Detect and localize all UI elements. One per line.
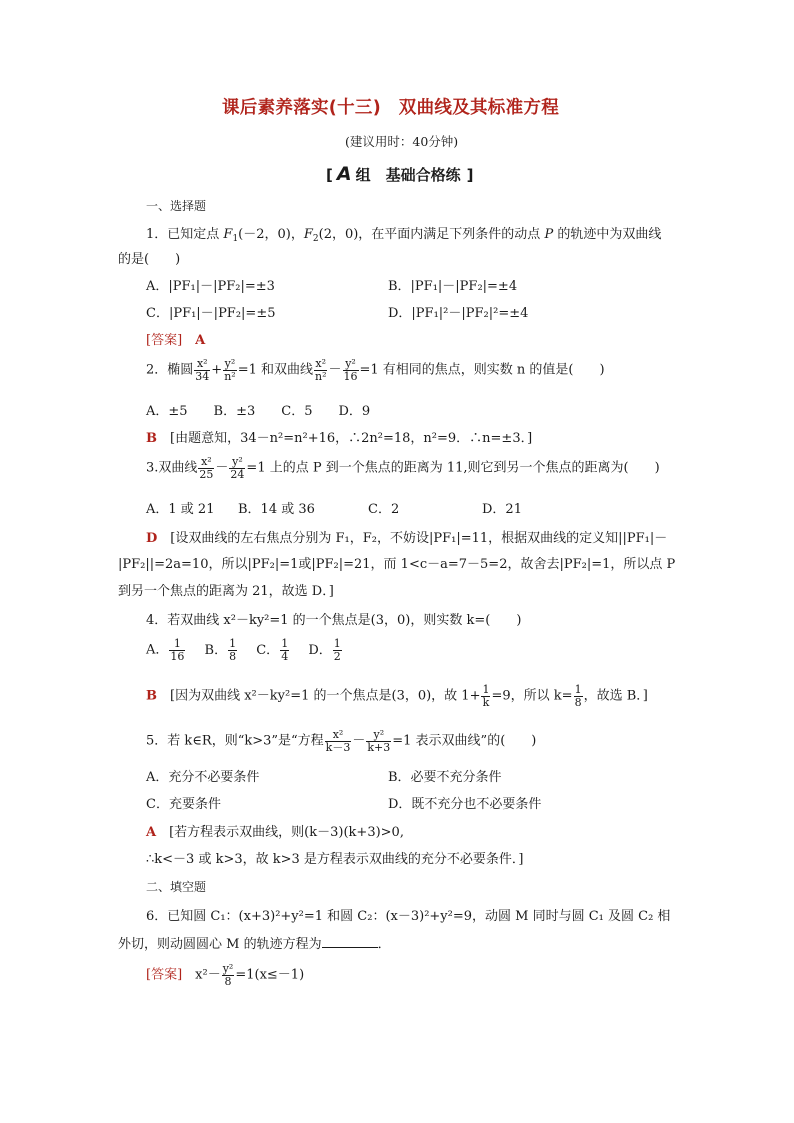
q4-option-a-frac: $\frac{1}{16}$ — [170, 637, 185, 663]
q3-option-a: A．1 或 21 — [146, 502, 215, 517]
q3-answer-line2: |PF₂||=2a=10，所以|PF₂|=1或|PF₂|=21，而 1<c－a=7－5=2，故舍去|PF₂|=1，所以点 P — [118, 557, 676, 572]
q5-option-b: B．必要不充分条件 — [388, 770, 502, 785]
q2-frac-3: $\frac{\text{x²}}{\text{n²}}$ — [314, 357, 327, 383]
q3-answer-line1: D [设双曲线的左右焦点分别为 F₁，F₂，不妨设|PF₁|=11，根据双曲线的定义知||PF₁|－ — [146, 531, 668, 546]
group-label: 组 基础合格练 — [355, 166, 461, 184]
group-letter: A — [336, 163, 352, 185]
q4-options: A． $\frac{1}{16}$ B． $\frac{1}{8}$ C． $\frac{1}{4}$ D． $\frac{1}{2}$ — [146, 637, 341, 663]
q2-frac-2: $\frac{\text{y²}}{\text{n²}}$ — [224, 357, 236, 383]
q6-stem-line1: 6．已知圆 C₁：(x+3)²+y²=1 和圆 C₂：(x－3)²+y²=9，动圆 M 同时与圆 C₁ 及圆 C₂ 相 — [146, 909, 671, 924]
q5-frac-2: $\frac{\text{y²}}{k+3}$ — [367, 728, 391, 754]
section-heading-fill: 二、填空题 — [146, 880, 207, 894]
q2-frac-4: $\frac{\text{y²}}{16}$ — [343, 357, 358, 383]
q1-option-d: D．|PF₁|²－|PF₂|²=±4 — [388, 306, 529, 321]
q2-stem: 2．椭圆 $\frac{\text{x²}}{34}$ + $\frac{\text{y²}}{\text{n²}}$ =1 和双曲线 $\frac{\text{x²}}{\text{n²}}$ － $\frac{\text{y²}}{16}$ =1 有相同的焦点，则实数 n 的值是( ) — [146, 357, 605, 383]
q3-option-c: C．2 — [368, 502, 400, 517]
q5-option-c: C．充要条件 — [146, 797, 221, 812]
q2-options: A．±5 B．±3 C．5 D．9 — [146, 404, 371, 419]
q6-answer-blank — [322, 937, 378, 948]
q5-option-a: A．充分不必要条件 — [146, 770, 260, 785]
page-title: 课后素养落实(十三) 双曲线及其标准方程 — [222, 98, 559, 118]
q1-option-c: C．|PF₁|－|PF₂|=±5 — [146, 306, 276, 321]
q5-frac-1: $\frac{\text{x²}}{k-3}$ — [325, 728, 351, 754]
q5-answer-line1: A [若方程表示双曲线，则(k－3)(k+3)>0, — [146, 825, 404, 840]
q3-answer-line3: 到另一个焦点的距离为 21，故选 D．] — [118, 584, 334, 599]
q1-stem-line2: 的是( ) — [118, 252, 181, 267]
q3-frac-2: $\frac{\text{y²}}{24}$ — [230, 455, 245, 481]
q2-frac-1: $\frac{\text{x²}}{34}$ — [195, 357, 210, 383]
q6-answer-frac: $\frac{\text{y²}}{8}$ — [222, 962, 234, 988]
q4-answer: B [因为双曲线 x²－ky²=1 的一个焦点是(3，0)，故 1+ $\frac{1}{k}$ =9，所以 k= $\frac{1}{8}$ ，故选 B．] — [146, 683, 648, 709]
q2-answer: B [由题意知，34－n²=n²+16，∴2n²=18，n²=9．∴n=±3．] — [146, 431, 533, 446]
q1-option-a: A．|PF₁|－|PF₂|=±3 — [146, 279, 275, 294]
q3-stem: 3.双曲线 $\frac{\text{x²}}{25}$ － $\frac{\text{y²}}{24}$ =1 上的点 P 到一个焦点的距离为 11,则它到另一个焦点的距离为( ) — [146, 455, 660, 481]
group-bracket-open: [ — [326, 166, 333, 184]
q4-option-c-frac: $\frac{1}{4}$ — [281, 637, 289, 663]
q5-option-d: D．既不充分也不必要条件 — [388, 797, 542, 812]
q4-option-b-frac: $\frac{1}{8}$ — [229, 637, 237, 663]
q1-answer: [答案] A — [146, 333, 206, 348]
q6-stem-line2: 外切，则动圆圆心 M 的轨迹方程为 ． — [118, 937, 391, 952]
q3-frac-1: $\frac{\text{x²}}{25}$ — [199, 455, 214, 481]
q3-option-d: D．21 — [482, 502, 522, 517]
q4-option-d-frac: $\frac{1}{2}$ — [333, 637, 341, 663]
group-heading — [326, 165, 473, 184]
group-bracket-close: ] — [466, 166, 474, 184]
q5-stem: 5．若 k∈R，则“k>3”是“方程 $\frac{\text{x²}}{k-3}$ － $\frac{\text{y²}}{k+3}$ =1 表示双曲线”的( ) — [146, 728, 537, 754]
q1-stem-line1: 1．已知定点 $F_1(-2$，0)，$F_2(2$，0)，在平面内满足下列条件的动点 P 的轨迹中为双曲线 — [146, 227, 662, 244]
q4-answer-frac-1: $\frac{1}{k}$ — [482, 683, 490, 709]
section-heading-choice: 一、选择题 — [146, 199, 207, 213]
q6-answer: [答案] x²－ $\frac{\text{y²}}{8}$ =1(x≤－1) — [146, 962, 305, 988]
page-subtitle: (建议用时：40分钟) — [345, 134, 459, 149]
q3-option-b: B．14 或 36 — [238, 502, 315, 517]
q5-answer-line2: ∴k<－3 或 k>3，故 k>3 是方程表示双曲线的充分不必要条件．] — [146, 852, 524, 867]
q4-answer-frac-2: $\frac{1}{8}$ — [574, 683, 582, 709]
q1-option-b: B．|PF₁|－|PF₂|=±4 — [388, 279, 518, 294]
q4-stem: 4．若双曲线 x²－ky²=1 的一个焦点是(3，0)，则实数 k=( ) — [146, 613, 522, 628]
